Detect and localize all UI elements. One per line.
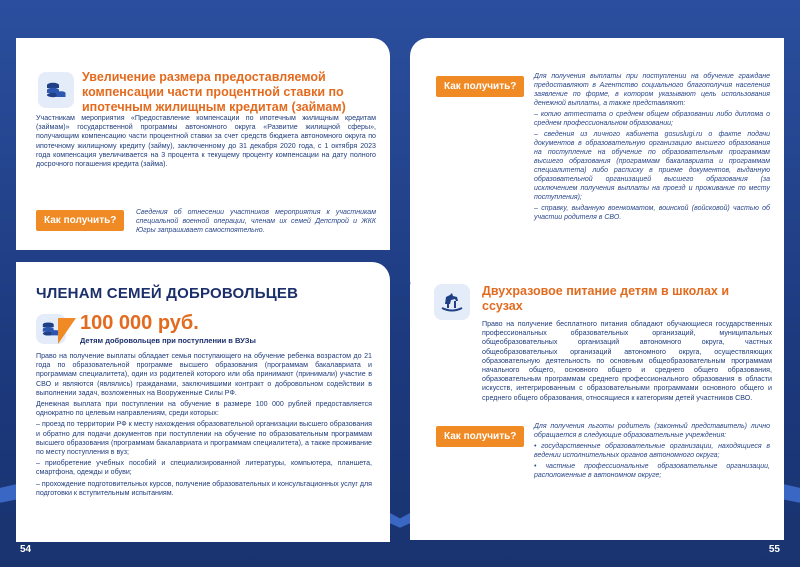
how-to-get-card — [410, 38, 784, 282]
list-item: • государственные образовательные организации, находящиеся в ведении исполнительных органов автономного округа; — [534, 443, 770, 459]
how-to-get-button[interactable]: Как получить? — [436, 76, 524, 97]
payment-subtitle: Детям добровольцев при поступлении в ВУЗы — [80, 336, 256, 345]
list-item: – копию аттестата о среднем общем образовании либо диплома о среднем профессиональном образовании; — [534, 111, 770, 127]
intro-text: Для получения льготы родитель (законный представитель) лично обращается в следующие образовательные учреждения: — [534, 423, 770, 439]
rocking-horse-icon — [434, 284, 470, 320]
coins-stack-icon — [38, 72, 74, 108]
page-number: 55 — [768, 544, 780, 555]
mortgage-how-text: Сведения об отнесении участников мероприятия к участникам специальной военной операции, членам их семей Депстрой и ЖКК Югры запрашивает самостоятельно. — [136, 209, 376, 234]
meals-how-text — [534, 422, 770, 482]
page-number: 54 — [20, 544, 32, 555]
meals-title: Двухразовое питание детям в школах и ссузах — [482, 284, 730, 313]
mortgage-card — [16, 38, 390, 250]
meals-card — [410, 268, 784, 540]
list-item: – прохождение подготовительных курсов, получение образовательных и консультационных услуг для подготовки к вступительным испытаниям. — [36, 479, 373, 497]
paragraph: Денежная выплата при поступлении на обучение в размере 100 000 рублей предоставляется однократно по целевым направлениям, среди которых: — [36, 400, 372, 418]
how-to-get-button[interactable]: Как получить? — [436, 426, 524, 447]
paragraph: Право на получение выплаты обладает семья поступающего на обучение ребенка возрастом до 21 года по образовательной программе высшего образования (программам бакалавриата и программам специалитета), один из родителей которого или оба принимают (принимали) участие в СВО и являются (являлись) гражданами, заключившими контракт о добровольном содействии в выполнении задач, возложенных на Вооруженные Силы РФ. — [36, 352, 372, 397]
list-item: • частные профессиональные образовательные организации, расположенные в автономном округе; — [534, 463, 770, 479]
volunteers-body — [36, 352, 372, 500]
volunteers-heading: ЧЛЕНАМ СЕМЕЙ ДОБРОВОЛЬЦЕВ — [36, 285, 299, 302]
intro-text: Для получения выплаты при поступлении на обучение граждане предоставляют в Агентство социального благополучия населения заявление по форме, в котором указывают цель использования денежной выплаты, а также представляют: — [534, 73, 770, 107]
list-item: – сведения из личного кабинета gosuslugi.ru о факте подачи документов в образовательную организацию высшего образования на поступление на обучение по образовательным программам высшего образования (программам бакалавриата и программам специалитета) либо расписку в приеме документов, выданную образовательной организацией высшего образования (за исключением получения выплаты на проезд и проживание по месту поступления); — [534, 131, 770, 201]
list-item: – приобретение учебных пособий и специализированной литературы, компьютера, планшета, смартфона, одежды и обуви; — [36, 459, 372, 477]
payment-amount: 100 000 руб. — [80, 312, 199, 334]
list-item: – справку, выданную военкоматом, воинской (войсковой) частью об участии родителя в СВО. — [534, 205, 770, 221]
right-page — [400, 0, 800, 567]
decorative-triangle — [58, 318, 76, 344]
how-to-get-text — [534, 72, 770, 224]
mortgage-body: Участникам мероприятия «Предоставление компенсации по ипотечным жилищным кредитам (займам)» государственной программы автономного округа «Развитие жилищной сферы», получающим компенсацию части процентной ставки за счет средств бюджета автономного округа по ипотечному жилищному кредиту (займу), заключенному до 31 декабря 2020 года, с 1 октября 2023 года компенсация увеличивается на 3 процента к текущему проценту компенсации на дату полного досрочного погашения кредита (займа). — [36, 114, 376, 169]
mortgage-title: Увеличение размера предоставляемой компенсации части процентной ставки по ипотечным жилищным кредитам (займам) — [82, 70, 346, 114]
list-item: – проезд по территории РФ к месту нахождения образовательной организации высшего образования и обратно для подачи документов при поступлении на обучение по образовательным программам высшего образования (программам бакалавриата и программам специалитета), а также проживание по месту поступления в вуз; — [36, 420, 372, 457]
meals-body: Право на получение бесплатного питания обладают обучающиеся государственных профессиональных образовательных организаций, муниципальных общеобразовательных организаций автономного округа, частных общеобразовательных организаций автономного округа, осуществляющих образовательную деятельность по основным общеобразовательным программам начального общего, основного общего и среднего общего образования, образовательным программам среднего профессионального образования в области искусств, интегрированным с образовательными программами основного общего и среднего общего образования, относящиеся к категориям детей участников СВО. — [482, 320, 772, 402]
how-to-get-button[interactable]: Как получить? — [36, 210, 124, 231]
